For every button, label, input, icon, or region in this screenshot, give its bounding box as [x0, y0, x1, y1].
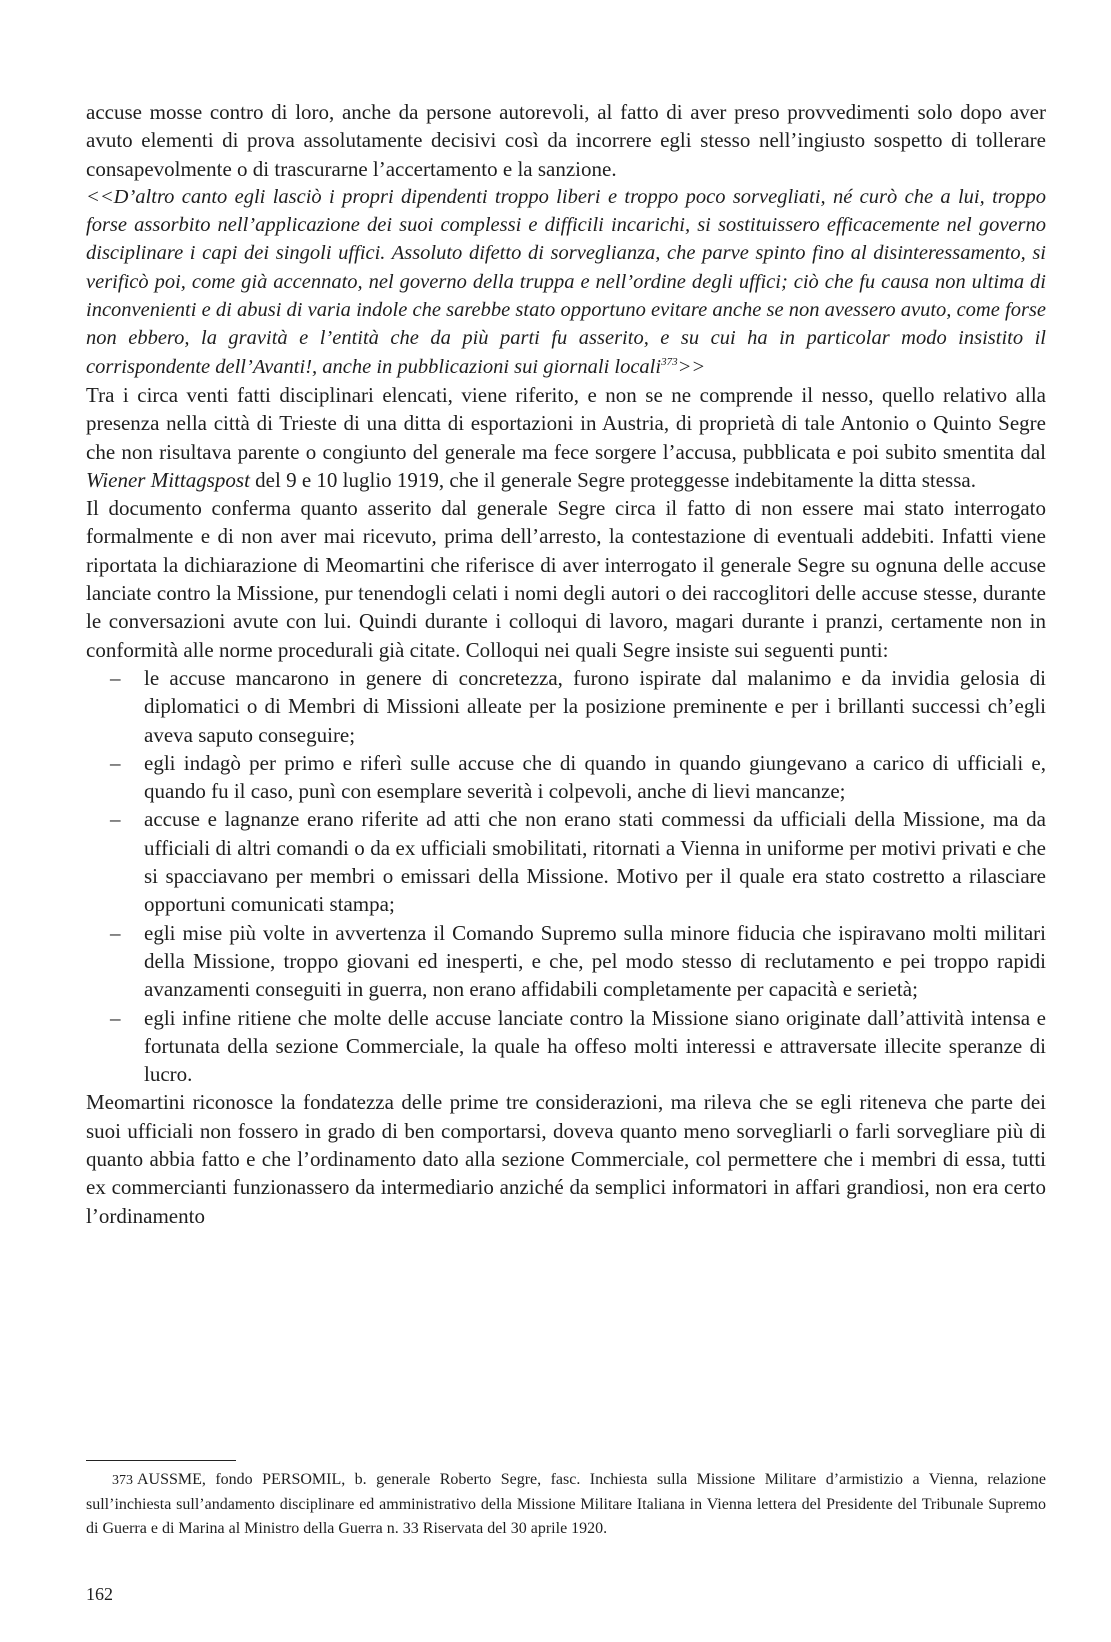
footnote-ref: 373 — [661, 355, 678, 368]
page-number: 162 — [86, 1584, 113, 1604]
list-item — [86, 664, 1046, 749]
footnote-text: AUSSME, fondo PERSOMIL, b. generale Roberto Segre, fasc. Inchiesta sulla Missione Militare d’armistizio a Vienna, relazione sull’inchiesta sull’andamento disciplinare ed amministrativo della Missione Militare Italiana in Vienna lettera del Presidente del Tribunale Supremo di Guerra e di Marina al Ministro della Guerra n. 33 Riservata del 30 aprile 1920. — [86, 1471, 1046, 1537]
paragraph-ditta-text-end: del 9 e 10 luglio 1919, che il generale Segre proteggesse indebitamente la ditta stessa. — [249, 467, 976, 492]
footnote-divider — [86, 1460, 236, 1461]
quote-text: <<D’altro canto egli lasciò i propri dipendenti troppo liberi e troppo poco sorvegliati, né curò che a lui, troppo forse assorbito nell’applicazione dei suoi complessi e difficili incarichi, si sostituissero efficacemente nel governo disciplinare i capi dei singoli uffici. Assoluto difetto di sorveglianza, che parve spinto fino al disinteressamento, si verificò poi, come già accennato, nel governo della truppa e nell’ordine degli uffici; ciò che fu causa non ultima di inconvenienti e di abusi di varia indole che sarebbe stato opportuno evitare anche se non avessero avuto, come forse non ebbero, la gravità e l’entità che da più parti fu asserito, e su cui ha in particolar modo insistito il corrispondente dell’Avanti!, anche in pubblicazioni sui giornali locali — [86, 185, 1046, 378]
list-item — [86, 919, 1046, 1004]
list-item-text: egli infine ritiene che molte delle accuse lanciate contro la Missione siano originate dall’attività intensa e fortunata della sezione Commerciale, la quale ha offeso molti interessi e attraversate illecite speranze di lucro. — [144, 1005, 1046, 1087]
newspaper-title: Wiener Mittagspost — [86, 467, 250, 492]
dash-marker: – — [110, 920, 121, 945]
block-quote — [86, 183, 1046, 381]
paragraph-ditta — [86, 381, 1046, 494]
dash-marker: – — [110, 807, 121, 832]
paragraph-continuation: accuse mosse contro di loro, anche da persone autorevoli, al fatto di aver preso provvedimenti solo dopo aver avuto elementi di prova assolutamente decisivi così da incorrere egli stesso nell’ingiusto sospetto di tollerare consapevolmente o di trascurarne l’accertamento e la sanzione. — [86, 100, 1046, 181]
dash-marker: – — [110, 1005, 121, 1030]
dash-marker: – — [110, 665, 121, 690]
paragraph-ditta-text: Tra i circa venti fatti disciplinari elencati, viene riferito, e non se ne comprende il nesso, quello relativo alla presenza nella città di Trieste di una ditta di esportazioni in Austria, di proprietà di tale Antonio o Quinto Segre che non risultava parente o congiunto del generale ma fece sorgere l’accusa, pubblicata e poi subito smentita dal — [86, 382, 1046, 464]
body-text — [86, 98, 1046, 1230]
paragraph-documento: Il documento conferma quanto asserito dal generale Segre circa il fatto di non essere mai stato interrogato formalmente e di non aver mai ricevuto, prima dell’arresto, la contestazione di eventuali addebiti. Infatti viene riportata la dichiarazione di Meomartini che riferisce di aver interrogato il generale Segre su ognuna delle accuse lanciate contro la Missione, pur tenendogli celati i nomi degli autori o dei raccoglitori delle accuse stesse, durante le conversazioni avute con lui. Quindi durante i colloqui di lavoro, magari durante i pranzi, certamente non in conformità alle norme procedurali già citate. Colloqui nei quali Segre insiste sui seguenti punti: — [86, 496, 1046, 662]
paragraph-meomartini: Meomartini riconosce la fondatezza delle prime tre considerazioni, ma rileva che se egli riteneva che parte dei suoi ufficiali non fossero in grado di ben comportarsi, doveva quanto meno sorvegliarli o farli sorvegliare più di quanto abbia fatto e che l’ordinamento dato alla sezione Commerciale, col permettere che i membri di essa, tutti ex commercianti funzionassero da intermediario anziché da semplici informatori in affari grandiosi, non era certo l’ordinamento — [86, 1090, 1046, 1228]
list-item — [86, 1004, 1046, 1089]
dash-marker: – — [110, 750, 121, 775]
list-item-text: egli indagò per primo e riferì sulle accuse che di quando in quando giungevano a carico di ufficiali e, quando fu il caso, punì con esemplare severità i colpevoli, anche di lievi mancanze; — [144, 750, 1046, 804]
list-item-text: le accuse mancarono in genere di concretezza, furono ispirate dal malanimo e da invidia gelosia di diplomatici o di Membri di Missioni alleate per la posizione preminente e per i brillanti successi ch’egli aveva saputo conseguire; — [144, 665, 1046, 747]
list-item — [86, 805, 1046, 918]
quote-close: >> — [677, 355, 706, 378]
footnote-number: 373 — [112, 1473, 133, 1488]
list-item-text: accuse e lagnanze erano riferite ad atti che non erano stati commessi da ufficiali della Missione, ma da ufficiali di altri comandi o da ex ufficiali smobilitati, ritornati a Vienna in uniforme per motivi privati e che si spacciavano per membri o emissari della Missione. Motivo per il quale era stato costretto a rilasciare opportuni comunicati stampa; — [144, 807, 1046, 917]
points-list — [86, 664, 1046, 1088]
list-item-text: egli mise più volte in avvertenza il Comando Supremo sulla minore fiducia che ispiravano molti militari della Missione, troppo giovani ed inesperti, e che, pel modo stesso di reclutamento e pei troppo rapidi avanzamenti conseguiti in guerra, non erano affidabili completamente per capacità e serietà; — [144, 920, 1046, 1002]
list-item — [86, 749, 1046, 806]
footnote — [86, 1468, 1046, 1541]
